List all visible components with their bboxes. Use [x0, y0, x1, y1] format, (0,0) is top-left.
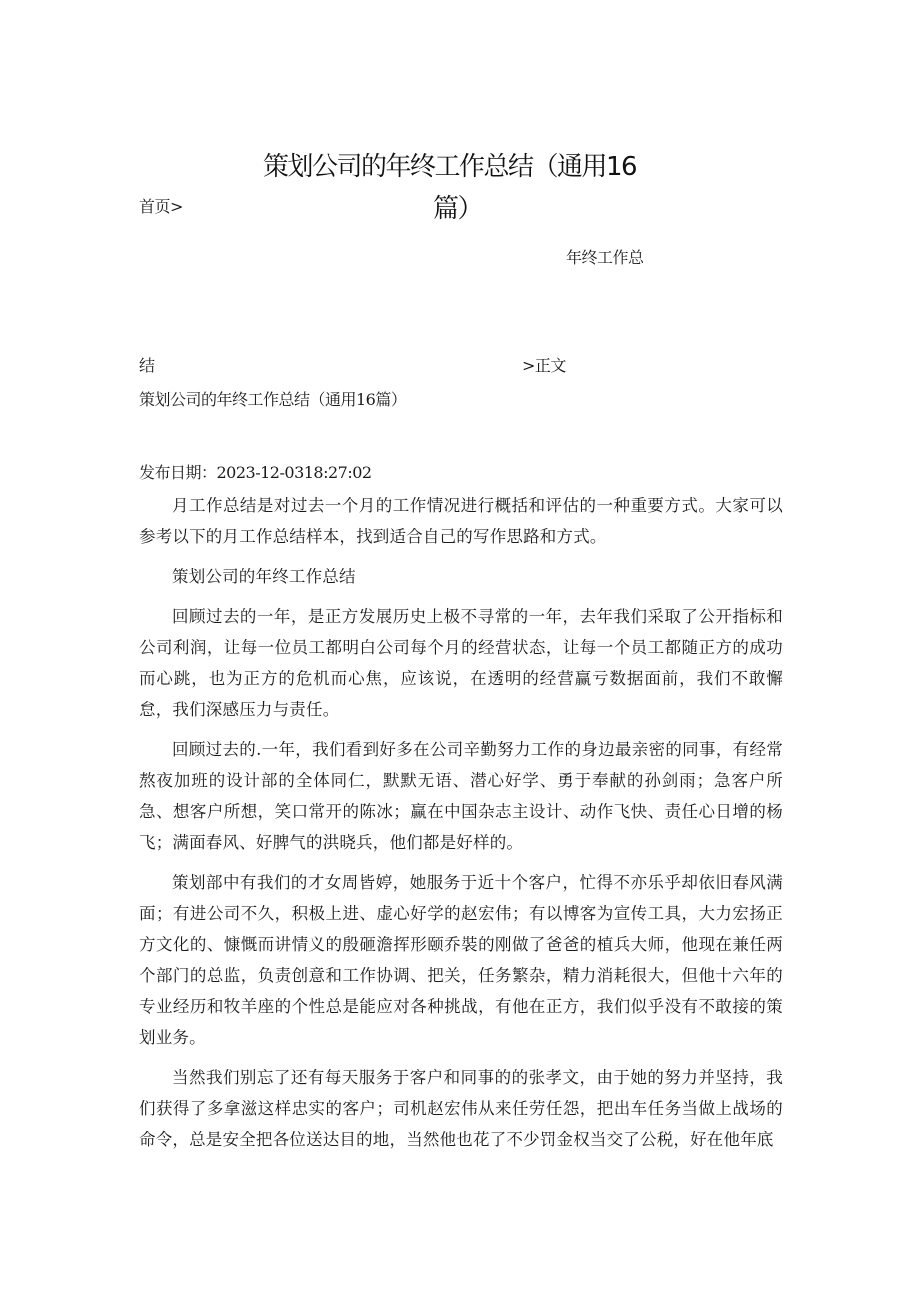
paragraph-service-staff: 当然我们别忘了还有每天服务于客户和同事的的张孝文，由于她的努力并坚持，我们获得了多拿滋这样忠实的客户；司机赵宏伟从来任劳任怨，把出车任务当做上战场的命令，总是安全把各位送达目的地，当然他也花了不少罚金权当交了公税，好在他年底: [139, 1068, 783, 1149]
paragraph-review: 回顾过去的一年，是正方发展历史上极不寻常的一年，去年我们采取了公开指标和公司利润，让每一位员工都明白公司每个月的经营状态，让每一个员工都随正方的成功而心跳，也为正方的危机而心焦，应该说，在透明的经营赢亏数据面前，我们不敢懈怠，我们深感压力与责任。: [139, 607, 783, 719]
article-body: [139, 490, 783, 1164]
document-subtitle: 策划公司的年终工作总结（通用16篇）: [139, 390, 407, 409]
breadcrumb-current: >正文: [522, 356, 566, 375]
paragraph-heading: 策划公司的年终工作总结: [172, 567, 356, 586]
paragraph-colleagues: 回顾过去的.一年，我们看到好多在公司辛勤努力工作的身边最亲密的同事，有经常熬夜加班的设计部的全体同仁，默默无语、潜心好学、勇于奉献的孙剑雨；急客户所急、想客户所想，笑口常开的陈冰；赢在中国杂志主设计、动作飞快、责任心日增的杨飞；满面春风、好脾气的洪晓兵，他们都是好样的。: [139, 740, 783, 852]
paragraph-planning-dept: 策划部中有我们的才女周皆婷，她服务于近十个客户，忙得不亦乐乎却依旧春风满面；有进公司不久，积极上进、虚心好学的赵宏伟；有以博客为宣传工具，大力宏扬正方文化的、慷慨而讲情义的殷砸澹挥形颐乔裝的刚做了爸爸的植兵大师，他现在兼任两个部门的总监，负责创意和工作协调、把关，任务繁杂，精力消耗很大，但他十六年的专业经历和牧羊座的个性总是能应对各种挑战，有他在正方，我们似乎没有不敢接的策划业务。: [139, 873, 783, 1047]
breadcrumb-category-part1[interactable]: 年终工作总: [566, 248, 644, 267]
publish-date: 发布日期：2023-12-0318:27:02: [139, 463, 372, 482]
document-title-line-1: 策划公司的年终工作总结（通用16: [263, 152, 637, 182]
document-title-line-2: 篇）: [433, 194, 483, 224]
paragraph-intro: 月工作总结是对过去一个月的工作情况进行概括和评估的一种重要方式。大家可以参考以下的月工作总结样本，找到适合自己的写作思路和方式。: [139, 496, 783, 546]
breadcrumb-category-part2[interactable]: 结: [139, 356, 155, 375]
breadcrumb-home[interactable]: 首页>: [139, 197, 183, 216]
